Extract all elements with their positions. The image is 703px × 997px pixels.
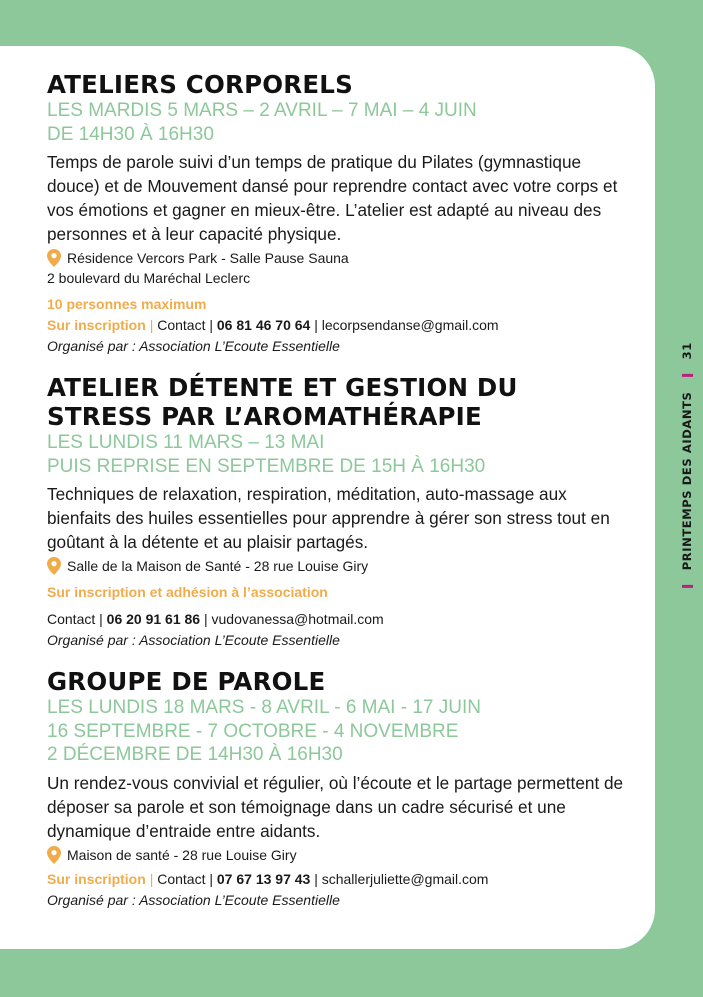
event-location: [47, 845, 627, 865]
inscription-label: Sur inscription: [47, 317, 146, 333]
organizer: Organisé par : Association L’Ecoute Essentielle: [47, 632, 340, 648]
organizer: Organisé par : Association L’Ecoute Essentielle: [47, 891, 340, 908]
event-atelier-detente: [47, 373, 627, 651]
location-line: Maison de santé - 28 rue Louise Giry: [67, 846, 297, 863]
contact-line: Contact | 06 20 91 61 86 | vudovanessa@hotmail.com: [47, 611, 384, 627]
event-dates: [47, 99, 627, 146]
divider-bar: [682, 585, 693, 588]
section-title: ATELIERS CORPORELS: [47, 70, 353, 99]
section-title: GROUPE DE PAROLE: [47, 667, 326, 696]
event-location: [47, 556, 627, 576]
capacity: 10 personnes maximum: [47, 296, 207, 312]
event-dates: [47, 431, 627, 478]
inscription-label: Sur inscription et adhésion à l’association: [47, 584, 328, 600]
date-line: 2 DÉCEMBRE DE 14H30 À 16H30: [47, 744, 343, 765]
date-line: 16 SEPTEMBRE - 7 OCTOBRE - 4 NOVEMBRE: [47, 720, 459, 742]
inscription-label: Sur inscription: [47, 870, 146, 887]
content: [47, 70, 627, 927]
contact-line: Sur inscription | Contact | 06 81 46 70 64 | lecorpsendanse@gmail.com: [47, 317, 499, 333]
date-line: LES LUNDIS 18 MARS - 8 AVRIL - 6 MAI - 17 JUIN: [47, 697, 481, 718]
phone-number[interactable]: 07 67 13 97 43: [216, 870, 311, 887]
side-tab-title: PRINTEMPS DES AIDANTS: [680, 391, 694, 571]
date-line: PUIS REPRISE EN SEPTEMBRE DE 15H À 16H30: [47, 455, 486, 477]
event-location: [47, 248, 627, 288]
contact-label: Contact: [47, 611, 96, 627]
event-description: Techniques de relaxation, respiration, méditation, auto-massage aux bienfaits des huiles essentielles pour apprendre à gérer son stress tout en goûtant à la détente et au plaisir partagés.: [47, 484, 610, 552]
page-card: [0, 46, 655, 949]
map-pin-icon: [47, 846, 61, 864]
map-pin-icon: [47, 249, 61, 267]
email-address[interactable]: schallerjuliette@gmail.com: [321, 870, 489, 887]
phone-number[interactable]: 06 20 91 61 86: [106, 611, 201, 627]
date-line: LES LUNDIS 11 MARS – 13 MAI: [47, 432, 325, 453]
email-address[interactable]: lecorpsendanse@gmail.com: [321, 317, 499, 333]
event-description: Un rendez-vous convivial et régulier, où l’écoute et le partage permettent de déposer sa parole et son témoignage dans un cadre sécurisé et une dynamique d’entraide entre aidants.: [47, 772, 624, 841]
date-line: DE 14H30 À 16H30: [47, 123, 214, 145]
side-tab: [680, 342, 694, 598]
section-title: ATELIER DÉTENTE ET GESTION DU STRESS PAR L’AROMATHÉRAPIE: [47, 373, 518, 431]
event-groupe-de-parole: [47, 667, 627, 911]
phone-number[interactable]: 06 81 46 70 64: [216, 317, 311, 333]
event-description: Temps de parole suivi d’un temps de pratique du Pilates (gymnastique douce) et de Mouvement dansé pour reprendre contact avec votre corps et vos émotions et gagner en mieux-être. L’atelier est adapté au niveau des personnes et à leur capacité physique.: [47, 152, 618, 244]
location-line: Salle de la Maison de Santé - 28 rue Louise Giry: [67, 558, 369, 574]
location-line: 2 boulevard du Maréchal Leclerc: [47, 270, 251, 286]
event-dates: [47, 696, 627, 767]
divider-bar: [682, 374, 693, 377]
date-line: LES MARDIS 5 MARS – 2 AVRIL – 7 MAI – 4 JUIN: [47, 100, 477, 121]
map-pin-icon: [47, 557, 61, 575]
page-number: 31: [680, 342, 694, 360]
email-address[interactable]: vudovanessa@hotmail.com: [211, 611, 384, 627]
event-ateliers-corporels: [47, 70, 627, 357]
contact-line: Sur inscription | Contact | 07 67 13 97 43 | schallerjuliette@gmail.com: [47, 870, 489, 887]
contact-label: Contact: [157, 317, 206, 333]
location-line: Résidence Vercors Park - Salle Pause Sauna: [67, 250, 349, 266]
organizer: Organisé par : Association L’Ecoute Essentielle: [47, 338, 340, 354]
contact-label: Contact: [157, 870, 206, 887]
